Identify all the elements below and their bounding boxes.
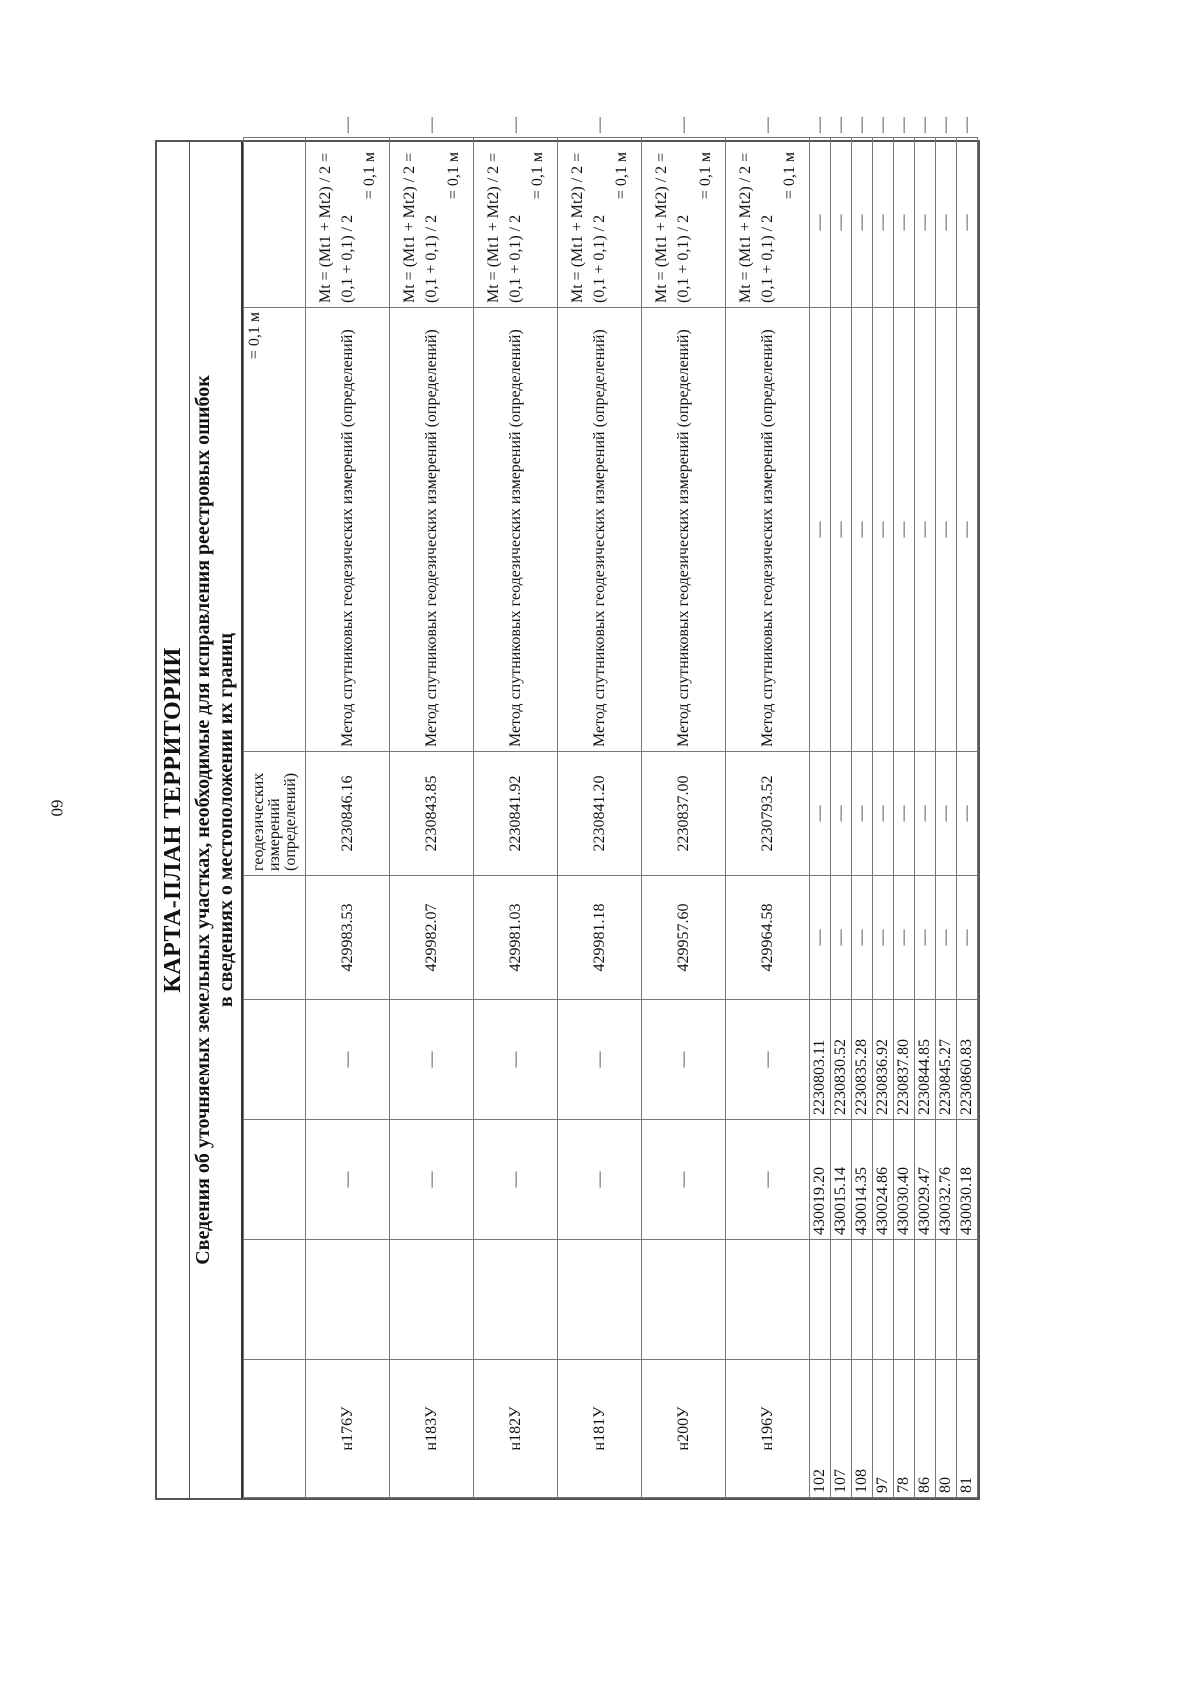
new-y-cell: — — [894, 752, 915, 876]
new-y-cell: — — [831, 752, 852, 876]
point-name-cell: 80 — [936, 1360, 957, 1498]
empty-cell — [936, 1240, 957, 1360]
table-row: н200У — — 429957.60 2230837.00 Метод спутниковых геодезических измерений (определений) Mt = (Mt1 + Mt2) / 2 = (0,1 + 0,1) / 2 = 0,1 м — — [642, 138, 726, 1498]
empty-cell — [558, 1240, 642, 1360]
empty-cell — [915, 1240, 936, 1360]
formula-cell: — — [831, 138, 852, 308]
table-row-existing-point: 86 430029.47 2230844.85 — — — — — — [915, 138, 936, 1498]
empty-cell — [306, 1240, 390, 1360]
formula-cell: — — [810, 138, 831, 308]
old-y-cell: — — [306, 1000, 390, 1120]
empty-cell — [852, 1240, 873, 1360]
formula-cell: — — [873, 138, 894, 308]
formula-line: Mt = (Mt1 + Mt2) / 2 = (0,1 + 0,1) / 2 — [400, 152, 440, 303]
point-name-cell: н196У — [726, 1360, 810, 1498]
formula-cell — [306, 138, 390, 308]
method-cell: — — [873, 308, 894, 752]
old-y-cell: — — [390, 1000, 474, 1120]
new-x-cell: 429981.18 — [558, 876, 642, 1000]
formula-cell: — — [915, 138, 936, 308]
formula-cell: — — [957, 138, 978, 308]
new-x-cell: 429982.07 — [390, 876, 474, 1000]
old-x-cell: 430019.20 — [810, 1120, 831, 1240]
formula-cell: — — [894, 138, 915, 308]
formula-result: = 0,1 м — [612, 152, 630, 200]
old-y-cell: 2230836.92 — [873, 1000, 894, 1120]
point-name-cell: 97 — [873, 1360, 894, 1498]
method-cell: Метод спутниковых геодезических измерений (определений) — [390, 308, 474, 752]
subtitle-line-2: в сведениях о местоположении их границ — [215, 632, 237, 1008]
point-name-cell: 108 — [852, 1360, 873, 1498]
formula-line: Mt = (Mt1 + Mt2) / 2 = (0,1 + 0,1) / 2 — [736, 152, 776, 303]
formula-cell — [558, 138, 642, 308]
formula-line: Mt = (Mt1 + Mt2) / 2 = (0,1 + 0,1) / 2 — [316, 152, 356, 303]
table-row: н183У — — 429982.07 2230843.85 Метод спутниковых геодезических измерений (определений) Mt = (Mt1 + Mt2) / 2 = (0,1 + 0,1) / 2 = 0,1 м — — [390, 138, 474, 1498]
point-name-cell: 86 — [915, 1360, 936, 1498]
old-x-cell: 430030.18 — [957, 1120, 978, 1240]
old-y-cell: 2230803.11 — [810, 1000, 831, 1120]
table-row-existing-point: 78 430030.40 2230837.80 — — — — — — [894, 138, 915, 1498]
table-row: н196У — — 429964.58 2230793.52 Метод спутниковых геодезических измерений (определений) Mt = (Mt1 + Mt2) / 2 = (0,1 + 0,1) / 2 = 0,1 м — — [726, 138, 810, 1498]
new-y-cell: — — [915, 752, 936, 876]
new-y-cell: 2230846.16 — [306, 752, 390, 876]
table-row-existing-point: 81 430030.18 2230860.83 — — — — — — [957, 138, 978, 1498]
empty-cell — [873, 1240, 894, 1360]
new-x-cell: — — [957, 876, 978, 1000]
new-y-cell: 2230841.20 — [558, 752, 642, 876]
table-row-existing-point: 108 430014.35 2230835.28 — — — — — — [852, 138, 873, 1498]
old-x-cell: 430029.47 — [915, 1120, 936, 1240]
formula-result: = 0,1 м — [780, 152, 798, 200]
formula-result: = 0,1 м — [444, 152, 462, 200]
old-y-cell: — — [474, 1000, 558, 1120]
new-x-cell: 429983.53 — [306, 876, 390, 1000]
point-name-cell: н182У — [474, 1360, 558, 1498]
point-name-cell: 81 — [957, 1360, 978, 1498]
old-y-cell: 2230837.80 — [894, 1000, 915, 1120]
method-cell: Метод спутниковых геодезических измерений (определений) — [558, 308, 642, 752]
subtitle-line-1: Сведения об уточняемых земельных участках, необходимые для исправления реестровых ошибок — [192, 375, 214, 1265]
point-name-cell: 102 — [810, 1360, 831, 1498]
new-y-cell: — — [810, 752, 831, 876]
empty-cell — [957, 1240, 978, 1360]
table-row: н182У — — 429981.03 2230841.92 Метод спутниковых геодезических измерений (определений) Mt = (Mt1 + Mt2) / 2 = (0,1 + 0,1) / 2 = 0,1 м — — [474, 138, 558, 1498]
formula-cell — [642, 138, 726, 308]
formula-result: = 0,1 м — [696, 152, 714, 200]
empty-cell — [810, 1240, 831, 1360]
new-x-cell: 429964.58 — [726, 876, 810, 1000]
formula-line: Mt = (Mt1 + Mt2) / 2 = (0,1 + 0,1) / 2 — [484, 152, 524, 303]
point-name-cell: н183У — [390, 1360, 474, 1498]
point-name-cell: 78 — [894, 1360, 915, 1498]
new-y-cell: — — [957, 752, 978, 876]
old-y-cell: — — [726, 1000, 810, 1120]
method-cell: — — [936, 308, 957, 752]
method-cell: — — [915, 308, 936, 752]
old-y-cell: 2230845.27 — [936, 1000, 957, 1120]
table-row-existing-point: 80 430032.76 2230845.27 — — — — — — [936, 138, 957, 1498]
rotated-page-content — [155, 117, 1055, 1500]
coordinates-table — [243, 117, 978, 1498]
new-y-cell: — — [873, 752, 894, 876]
new-x-cell: — — [810, 876, 831, 1000]
method-cell: — — [831, 308, 852, 752]
old-y-cell: 2230860.83 — [957, 1000, 978, 1120]
new-x-cell: — — [915, 876, 936, 1000]
formula-line: Mt = (Mt1 + Mt2) / 2 = (0,1 + 0,1) / 2 — [652, 152, 692, 303]
formula-cell — [390, 138, 474, 308]
method-cell: геодезических измерений (определений) — [244, 752, 306, 876]
method-cell: Метод спутниковых геодезических измерений (определений) — [726, 308, 810, 752]
method-cell: — — [810, 308, 831, 752]
new-x-cell: — — [894, 876, 915, 1000]
method-cell: Метод спутниковых геодезических измерений (определений) — [642, 308, 726, 752]
method-cell: — — [957, 308, 978, 752]
formula-line: Mt = (Mt1 + Mt2) / 2 = (0,1 + 0,1) / 2 — [568, 152, 608, 303]
method-cell: Метод спутниковых геодезических измерений (определений) — [474, 308, 558, 752]
new-x-cell: — — [873, 876, 894, 1000]
point-name-cell: 107 — [831, 1360, 852, 1498]
new-x-cell: — — [831, 876, 852, 1000]
old-x-cell: — — [474, 1120, 558, 1240]
new-y-cell: — — [852, 752, 873, 876]
method-cell: — — [894, 308, 915, 752]
old-y-cell: 2230844.85 — [915, 1000, 936, 1120]
new-x-cell: 429981.03 — [474, 876, 558, 1000]
new-x-cell: 429957.60 — [642, 876, 726, 1000]
old-x-cell: 430014.35 — [852, 1120, 873, 1240]
new-y-cell: 2230837.00 — [642, 752, 726, 876]
document-title: КАРТА-ПЛАН ТЕРРИТОРИИ — [157, 142, 190, 1498]
formula-cell — [474, 138, 558, 308]
new-y-cell: — — [936, 752, 957, 876]
method-cell: Метод спутниковых геодезических измерений (определений) — [306, 308, 390, 752]
new-y-cell: 2230793.52 — [726, 752, 810, 876]
point-name-cell: н200У — [642, 1360, 726, 1498]
formula-result: = 0,1 м — [360, 152, 378, 200]
new-y-cell: 2230841.92 — [474, 752, 558, 876]
table-row: н181У — — 429981.18 2230841.20 Метод спутниковых геодезических измерений (определений) Mt = (Mt1 + Mt2) / 2 = (0,1 + 0,1) / 2 = 0,1 м — — [558, 138, 642, 1498]
old-x-cell: 430024.86 — [873, 1120, 894, 1240]
old-x-cell: — — [642, 1120, 726, 1240]
old-x-cell: — — [558, 1120, 642, 1240]
formula-cell: — — [852, 138, 873, 308]
old-x-cell: 430015.14 — [831, 1120, 852, 1240]
table-row-existing-point: 107 430015.14 2230830.52 — — — — — — [831, 138, 852, 1498]
point-name-cell: н176У — [306, 1360, 390, 1498]
new-x-cell: — — [936, 876, 957, 1000]
old-y-cell: 2230835.28 — [852, 1000, 873, 1120]
formula-cell — [726, 138, 810, 308]
method-cell: — — [852, 308, 873, 752]
old-x-cell: 430030.40 — [894, 1120, 915, 1240]
document-frame — [155, 117, 980, 1500]
old-x-cell: — — [390, 1120, 474, 1240]
page-number: 60 — [47, 799, 67, 817]
table-row: н176У — — 429983.53 2230846.16 Метод спутниковых геодезических измерений (определений) Mt = (Mt1 + Mt2) / 2 = (0,1 + 0,1) / 2 = 0,1 м — — [306, 138, 390, 1498]
old-y-cell: — — [642, 1000, 726, 1120]
table-row-existing-point: 102 430019.20 2230803.11 — — — — — — [810, 138, 831, 1498]
empty-cell — [642, 1240, 726, 1360]
old-y-cell: 2230830.52 — [831, 1000, 852, 1120]
point-name-cell: н181У — [558, 1360, 642, 1498]
old-x-cell: — — [726, 1120, 810, 1240]
formula-result: = 0,1 м — [528, 152, 546, 200]
empty-cell — [474, 1240, 558, 1360]
formula-cell: = 0,1 м — [244, 308, 306, 752]
old-x-cell: — — [306, 1120, 390, 1240]
empty-cell — [894, 1240, 915, 1360]
new-y-cell: 2230843.85 — [390, 752, 474, 876]
formula-cell: — — [936, 138, 957, 308]
old-x-cell: 430032.76 — [936, 1120, 957, 1240]
empty-cell — [390, 1240, 474, 1360]
table-row-partial — [244, 138, 306, 1498]
empty-cell — [726, 1240, 810, 1360]
old-y-cell: — — [558, 1000, 642, 1120]
empty-cell — [831, 1240, 852, 1360]
document-subtitle — [190, 142, 243, 1498]
table-row-existing-point: 97 430024.86 2230836.92 — — — — — — [873, 138, 894, 1498]
new-x-cell: — — [852, 876, 873, 1000]
